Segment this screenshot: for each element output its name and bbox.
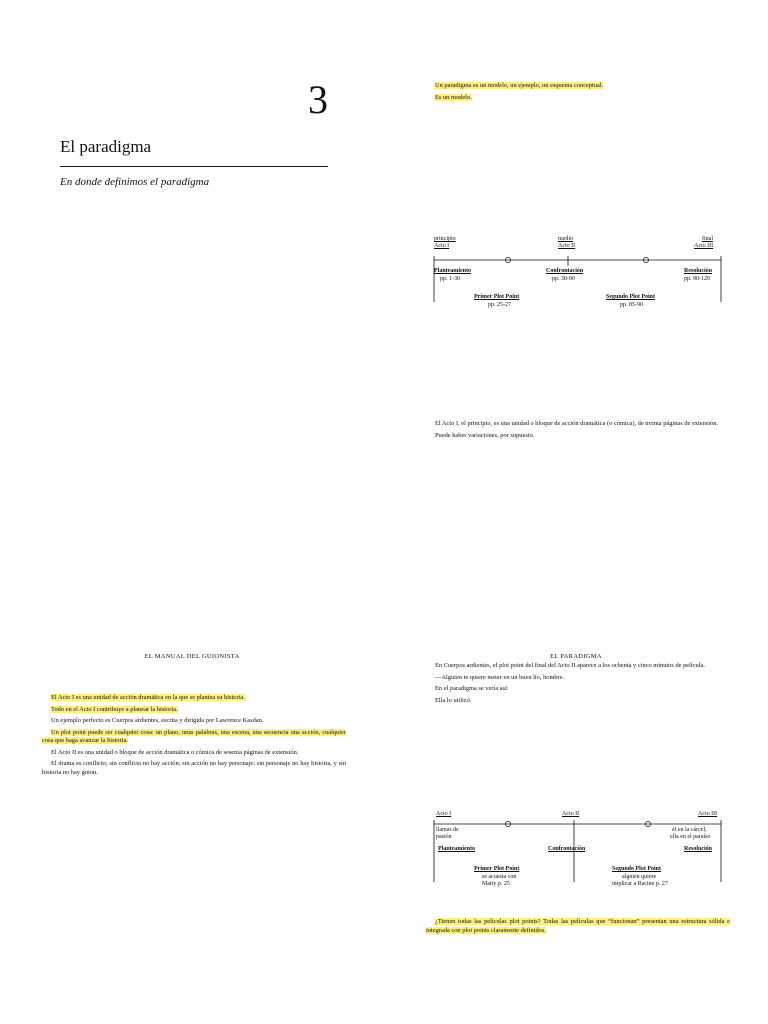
paradigm-diagram [426, 810, 726, 902]
diagram-label: principio [434, 236, 456, 242]
intro-text [426, 82, 730, 102]
paragraph: En Cuerpos ardientes, el plot point del final del Acto II aparece a los ochenta y cinco minutos de película. [435, 662, 705, 669]
paradigm-diagram [426, 236, 726, 324]
diagram-label: Confrontación [546, 268, 584, 274]
highlighted-text: Todo en el Acto I contribuye a planear la historia. [51, 705, 178, 713]
diagram-label: Acto I [436, 811, 452, 817]
diagram-label: pasión [436, 834, 452, 840]
diagram-label: implicar a Racine p. 27 [612, 881, 668, 887]
paragraph [42, 729, 346, 746]
diagram-label: Acto I [434, 243, 450, 249]
body-text [426, 918, 730, 935]
highlighted-text: ¿Tienen todas las películas plot points? Todas las películas que “funcionan” presentan una estructura sólida e integrada con plot points claramente definidos. [426, 918, 730, 934]
page-paradigm [384, 512, 768, 1024]
page-manual [0, 512, 384, 1024]
diagram-label: Acto III [698, 811, 718, 817]
paragraph: El Acto II es una unidad o bloque de acción dramática o cómica de sesenta páginas de extensión. [51, 748, 299, 756]
diagram-label: Confrontación [548, 846, 586, 852]
diagram-label: Primer Plot Point [474, 866, 520, 872]
running-head: EL PARADIGMA [550, 653, 602, 660]
title-rule [60, 166, 328, 167]
paragraph [42, 706, 346, 715]
diagram-label: pp. 1-30 [440, 276, 460, 282]
chapter-title: El paradigma [60, 137, 152, 156]
body-text [42, 694, 346, 778]
diagram-label: Primer Plot Point [474, 294, 520, 300]
chapter-number: 3 [308, 77, 328, 122]
diagram-label: él en la cárcel, [672, 827, 707, 833]
paragraph: El Acto I, el principio, es una unidad o bloque de acción dramática (o cómica), de treinta páginas de extensión. [435, 420, 719, 427]
paragraph: —Alguien te quiere meter en un buen lío, hombre. [435, 673, 565, 681]
paradigm-lines [426, 810, 726, 902]
paragraph [426, 94, 730, 103]
body-text [426, 662, 730, 705]
diagram-label: Segundo Plot Point [606, 294, 656, 300]
paragraph [42, 694, 346, 703]
diagram-label: se acuesta con [482, 874, 517, 880]
diagram-label: llamas de [436, 827, 459, 833]
paragraph: En el paradigma se vería así: [435, 685, 509, 693]
paradigm-lines [426, 236, 726, 324]
diagram-label: pp. 30-90 [552, 276, 575, 282]
chapter-subtitle: En donde definimos el paradigma [60, 176, 210, 188]
running-head: EL MANUAL DEL GUIONISTA [144, 653, 240, 660]
diagram-label: alguien quiere [622, 874, 657, 880]
paragraph: El drama es conflicto; sin conflicto no hay acción; sin acción no hay personaje; sin personaje no hay historia, y sin historia no hay guion. [42, 760, 346, 777]
diagram-label: ella en el paraíso [670, 834, 711, 840]
highlighted-text: Un plot point puede ser cualquier cosa: un plano, unas palabras, una escena, una secuencia una acción, cualquier cosa que haga avanzar la historia. [42, 728, 346, 745]
page-chapter-opener [0, 0, 384, 512]
paragraph [426, 918, 730, 935]
diagram-label: pp. 25-27 [488, 302, 511, 308]
diagram-label: Planteamiento [434, 268, 471, 274]
diagram-label: Matty p. 25 [482, 881, 510, 887]
diagram-label: pp. 90-120 [684, 276, 710, 282]
highlighted-text: Es un modelo. [435, 93, 472, 101]
page-paradigm-intro [384, 0, 768, 512]
highlighted-text: Un paradigma es un modelo, un ejemplo, un esquema conceptual. [435, 82, 604, 89]
paragraph [426, 82, 730, 91]
diagram-label: Planteamiento [438, 846, 475, 852]
diagram-label: Acto II [562, 811, 580, 817]
diagram-label: final [702, 236, 713, 242]
diagram-label: Resolución [684, 846, 713, 852]
highlighted-text: El Acto I es una unidad de acción dramática en la que se plantea su historia. [51, 694, 245, 701]
paragraph: Ella lo utilizó. [435, 696, 472, 704]
diagram-label: Acto III [694, 243, 714, 249]
paragraph: Un ejemplo perfecto es Cuerpos ardientes, escrita y dirigida por Lawrence Kasdan. [51, 717, 264, 725]
diagram-label: Resolución [684, 268, 713, 274]
diagram-label: Segundo Plot Point [612, 866, 662, 872]
diagram-label: medio [558, 236, 573, 242]
body-text [426, 420, 730, 440]
diagram-label: Acto II [558, 243, 576, 249]
diagram-label: pp. 85-90 [620, 302, 643, 308]
paragraph: Puede haber variaciones, por supuesto. [435, 431, 535, 439]
